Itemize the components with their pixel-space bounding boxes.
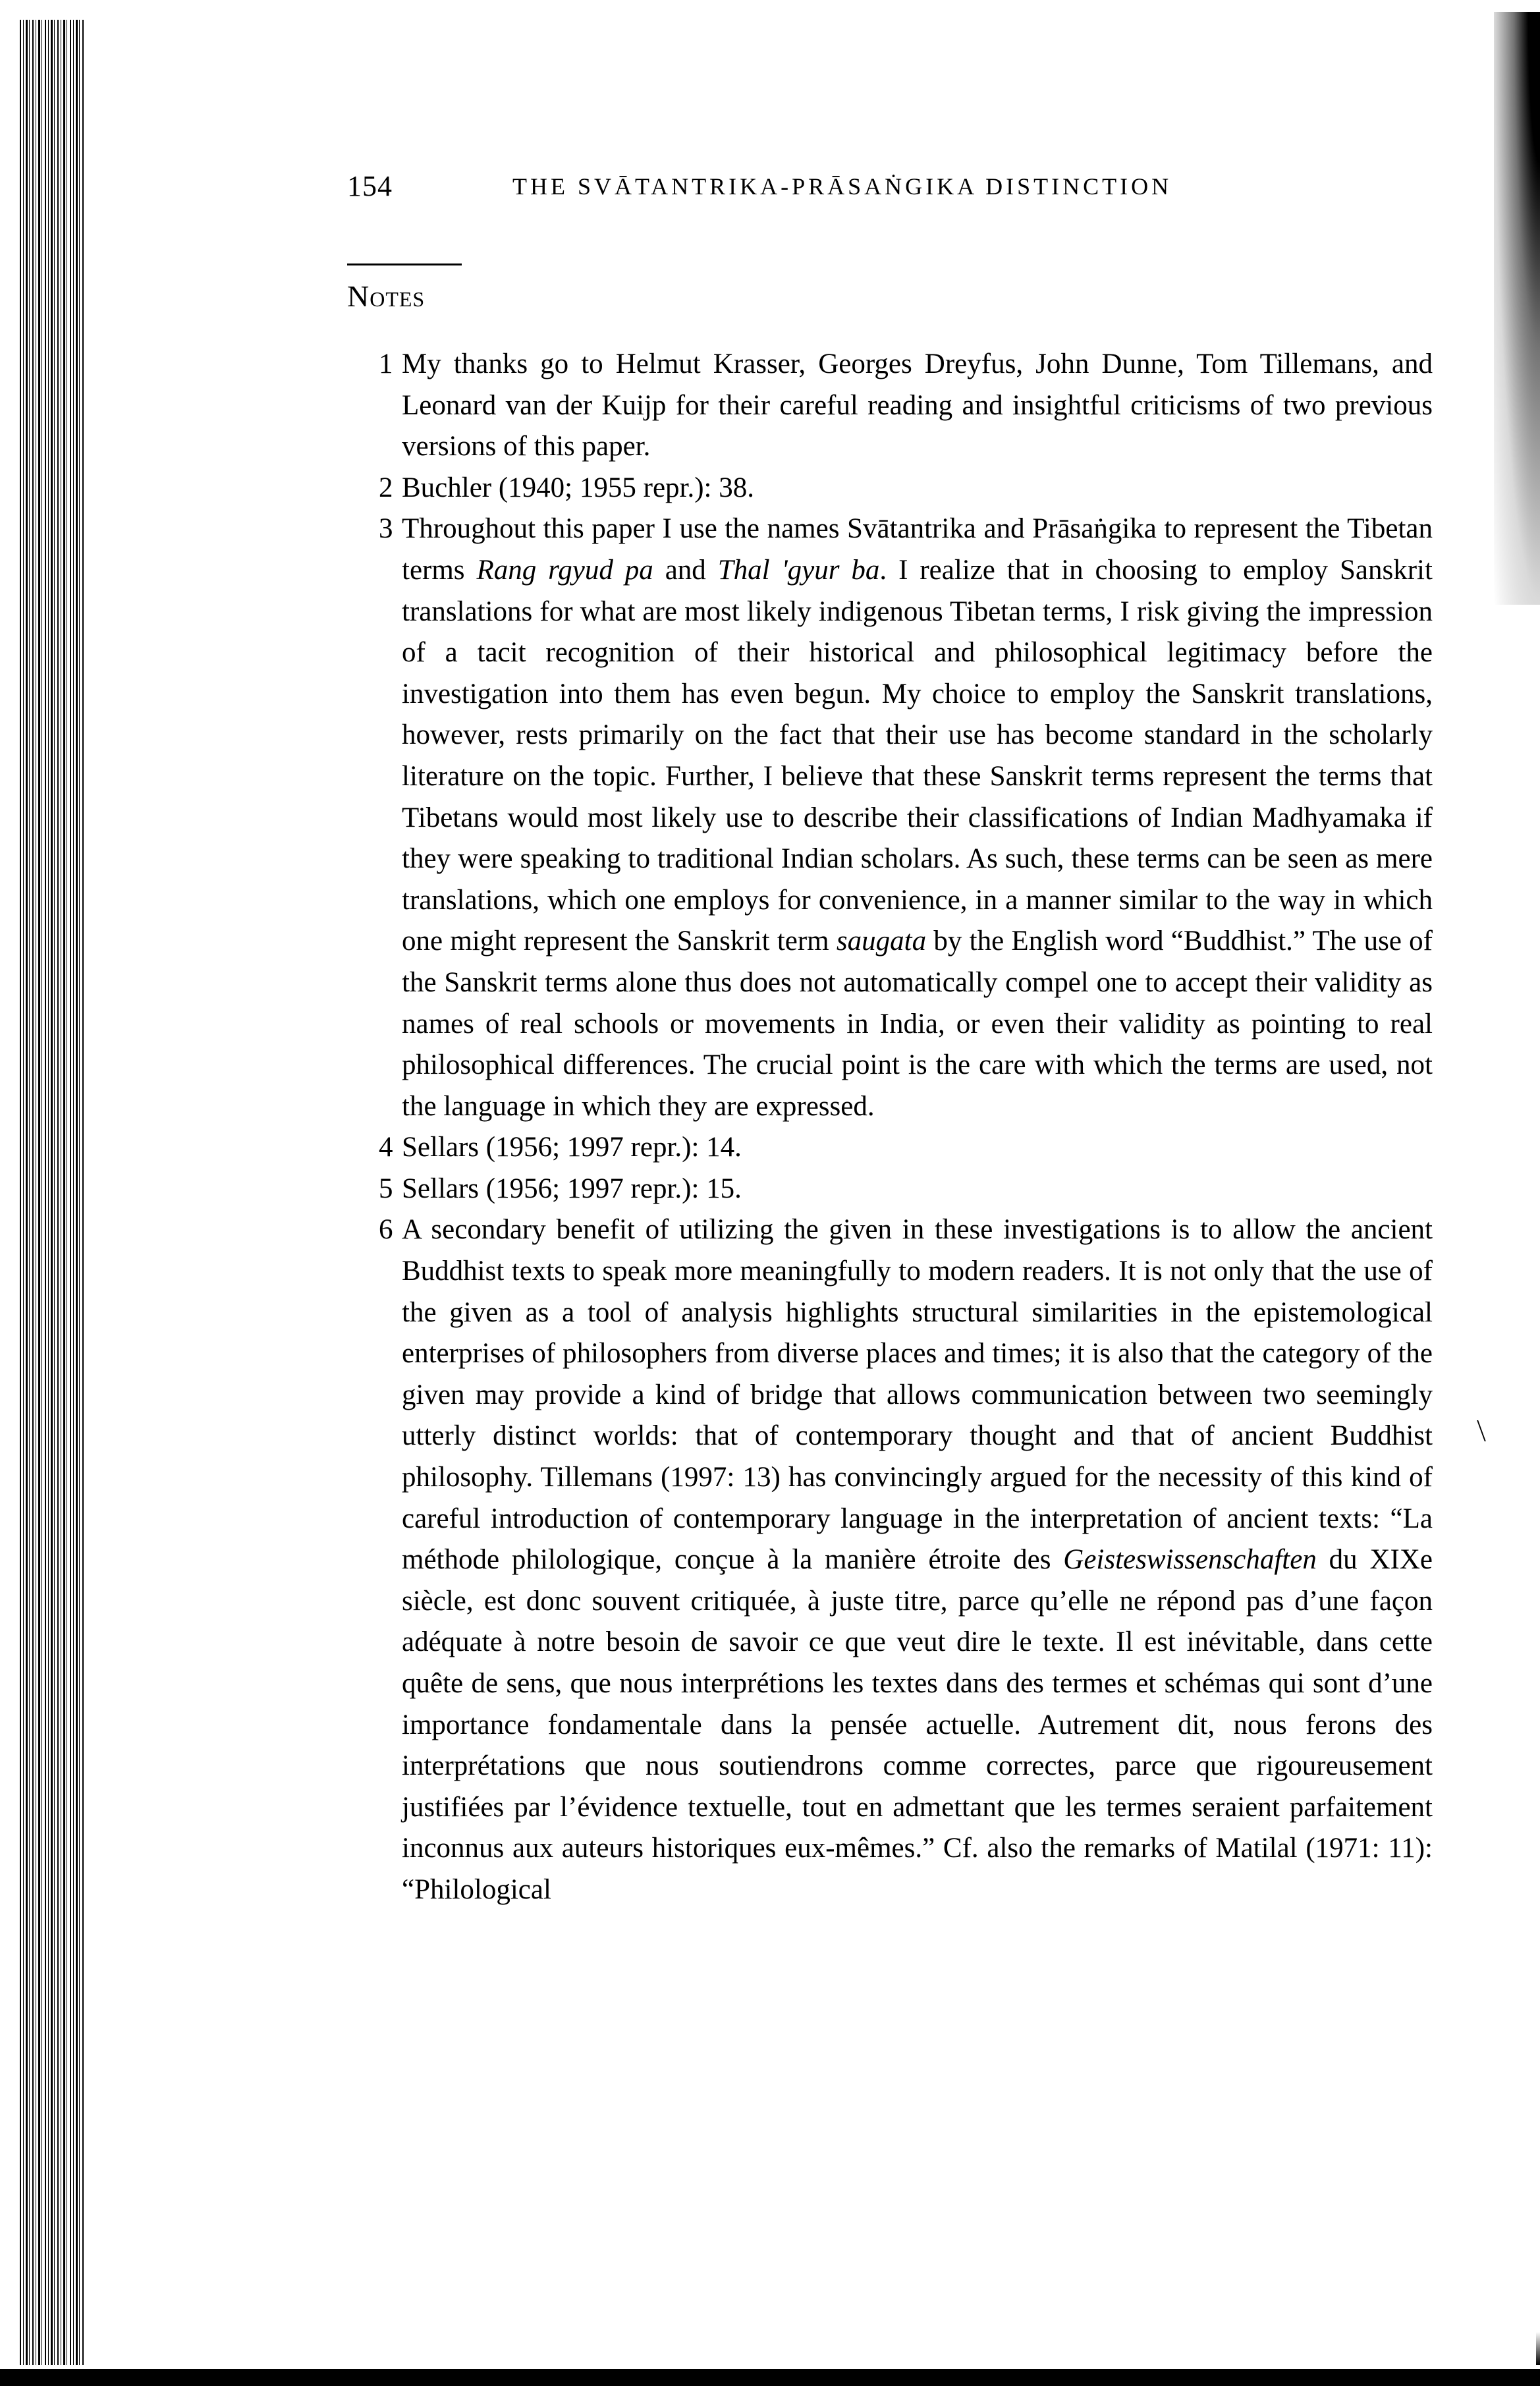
- note-item: [379, 1127, 1433, 1169]
- text-run: A secondary benefit of utilizing the given in these investigations is to allow the ancient Buddhist texts to speak more meaningfully to modern readers. It is not only that the use of the given as a tool of analysis highlights structural similarities in the epistemological enterprises of philosophers from diverse places and times; it is also that the category of the given may provide a kind of bridge that allows communication between two seemingly utterly distinct worlds: that of contemporary thought and that of ancient Buddhist philosophy. Tillemans (1997: 13) has convincingly argued for the necessity of this kind of careful introduction of contemporary language in the interpretation of ancient texts: “La méthode philologique, conçue à la manière étroite des: [402, 1214, 1433, 1576]
- italic-term: Geisteswissenschaften: [1063, 1544, 1317, 1576]
- note-number: 1: [379, 348, 393, 379]
- note-item: [379, 344, 1433, 468]
- note-text: [402, 348, 1433, 462]
- text-run: and: [653, 554, 718, 586]
- note-item: [379, 509, 1433, 1127]
- note-text: [402, 513, 1433, 1121]
- note-number: 4: [379, 1132, 393, 1163]
- italic-term: Thal 'gyur ba: [717, 554, 880, 586]
- note-text: [402, 1214, 1433, 1905]
- scan-page-edge-mark: [1536, 2332, 1540, 2365]
- note-text: [402, 472, 754, 503]
- note-number: 5: [379, 1173, 393, 1204]
- note-item: [379, 1169, 1433, 1210]
- note-number: 6: [379, 1214, 393, 1246]
- text-run: Sellars (1956; 1997 repr.): 15.: [402, 1173, 742, 1204]
- note-text: [402, 1132, 742, 1163]
- scan-artifact-mark: [1477, 1420, 1494, 1441]
- section-heading: Notes: [347, 279, 426, 313]
- text-run: My thanks go to Helmut Krasser, Georges Dreyfus, John Dunne, Tom Tillemans, and Leonard van der Kuijp for their careful reading and insightful criticisms of two previous versions of this paper.: [402, 348, 1433, 462]
- italic-term: Rang rgyud pa: [476, 554, 653, 586]
- running-head: [347, 170, 1434, 203]
- text-run: du XIXe siècle, est donc souvent critiquée, à juste titre, parce qu’elle ne répond pas d’une façon adéquate à notre besoin de savoir ce que veut dire le texte. Il est inévitable, dans cette quête de sens, que nous interprétions les textes dans des termes et schémas qui sont d’une importance fondamentale dans la pensée actuelle. Autrement dit, nous ferons des interprétations que nous soutiendrons comme correctes, parce que rigoureusement justifiées par l’évidence textuelle, tout en admettant que les termes seraient parfaitement inconnus aux auteurs historiques eux-mêmes.” Cf. also the remarks of Matilal (1971: 11): “Philological: [402, 1544, 1433, 1905]
- scan-page-edge-shadow: [1494, 12, 1540, 605]
- note-number: 2: [379, 472, 393, 503]
- running-title: THE SVĀTANTRIKA-PRĀSAṄGIKA DISTINCTION: [512, 173, 1172, 200]
- notes-list: [379, 344, 1433, 1911]
- note-number: 3: [379, 513, 393, 545]
- text-run: . I realize that in choosing to employ Sanskrit translations for what are most likely indigenous Tibetan terms, I risk giving the impression of a tacit recognition of their historical and philosophical legitimacy before the investigation into them has even begun. My choice to employ the Sanskrit translations, however, rests primarily on the fact that their use has become standard in the scholarly literature on the topic. Further, I believe that these Sanskrit terms represent the terms that Tibetans would most likely use to describe their classifications of Indian Madhyamaka if they were speaking to traditional Indian scholars. As such, these terms can be seen as mere translations, which one employs for convenience, in a manner similar to the way in which one might represent the Sanskrit term: [402, 554, 1433, 957]
- note-item: [379, 468, 1433, 509]
- text-run: by the English word “Buddhist.” The use of the Sanskrit terms alone thus does not automatically compel one to accept their validity as names of real schools or movements in India, or even their validity as pointing to real philosophical differences. The crucial point is the care with which the terms are used, not the language in which they are expressed.: [402, 926, 1433, 1122]
- page-number: 154: [347, 170, 393, 202]
- text-run: Sellars (1956; 1997 repr.): 14.: [402, 1132, 742, 1163]
- scan-bottom-border: [0, 2369, 1540, 2386]
- heading-rule: [347, 264, 462, 265]
- italic-term: saugata: [836, 926, 927, 957]
- note-item: [379, 1209, 1433, 1910]
- note-text: [402, 1173, 742, 1204]
- text-run: Throughout this paper I use the names Svātantrika and Prāsaṅgika to represent the Tibetan terms: [402, 513, 1433, 586]
- text-run: Buchler (1940; 1955 repr.): 38.: [402, 472, 755, 503]
- scan-binding-edge: [20, 20, 86, 2365]
